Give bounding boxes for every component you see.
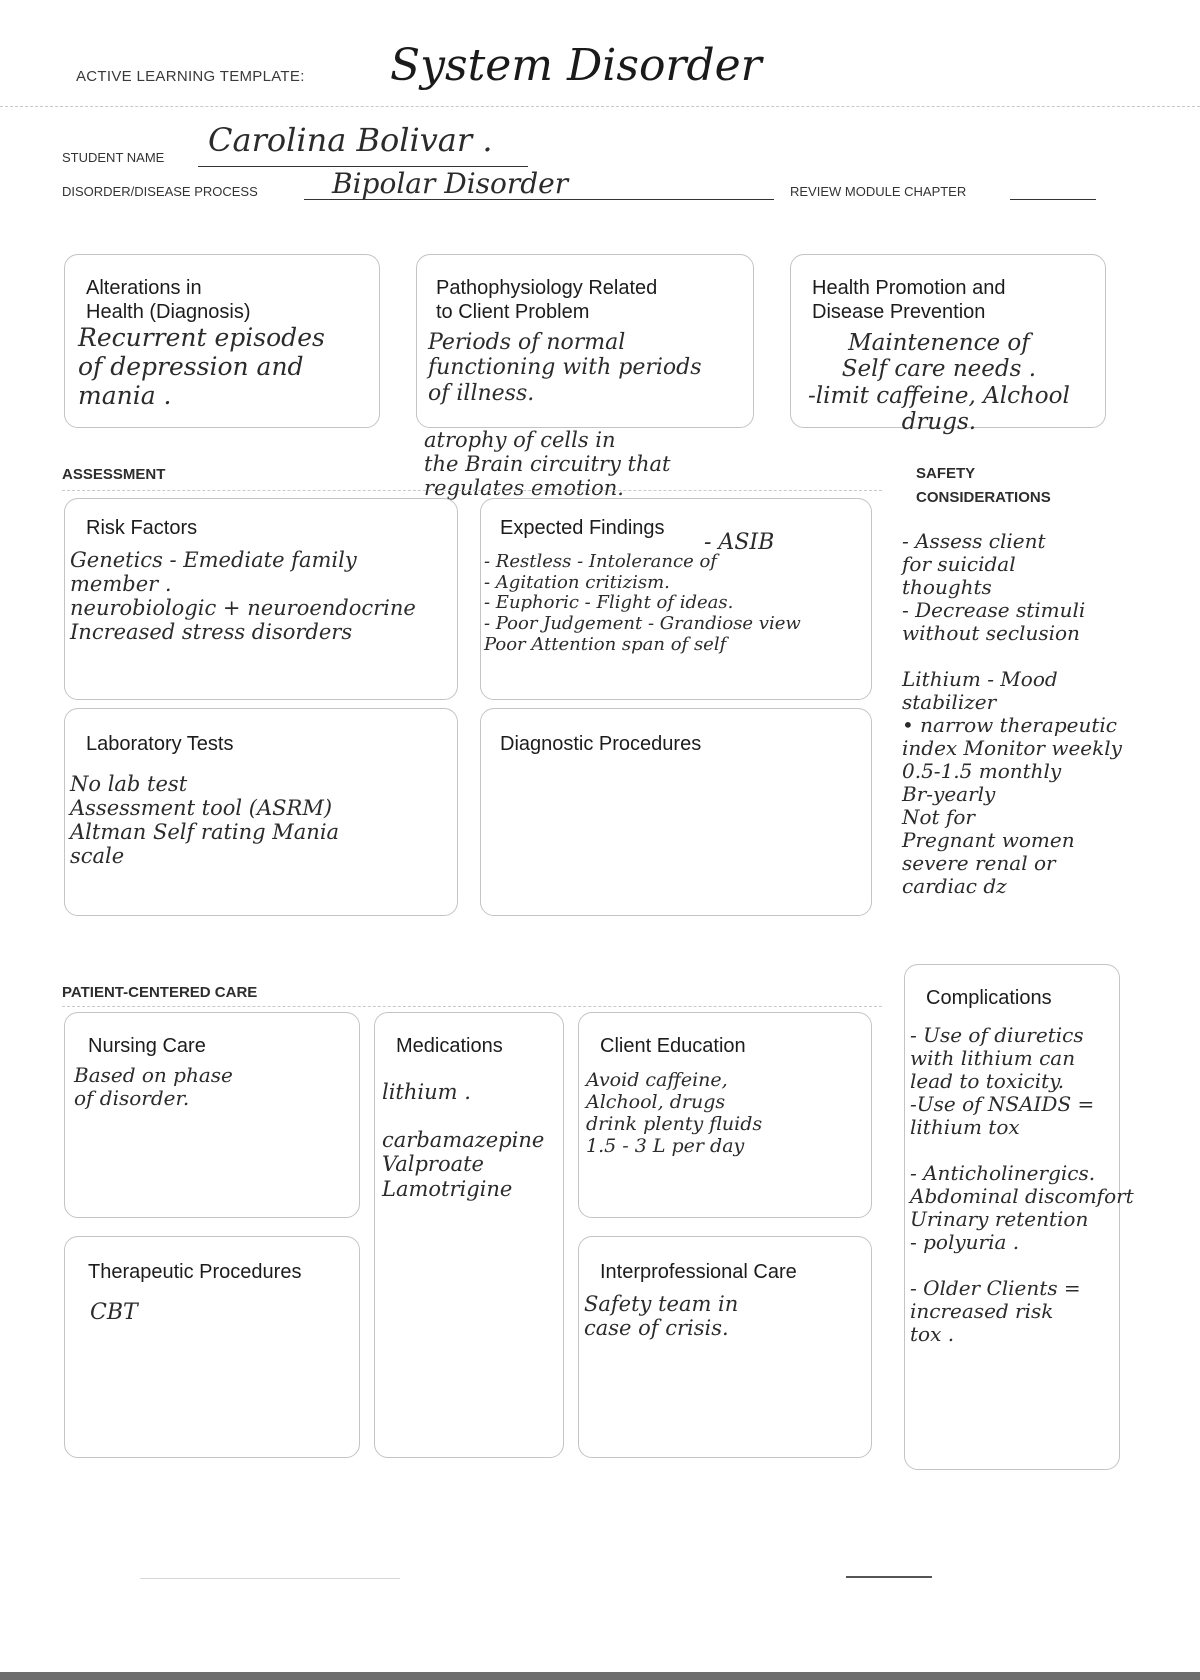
complications-title: Complications	[926, 987, 1052, 1009]
assessment-divider	[62, 490, 882, 491]
safety-notes[interactable]: - Assess client for suicidal thoughts - Decrease stimuli without seclusion Lithium - Mood stabilizer • narrow therapeutic index Monitor weekly 0.5-1.5 monthly Br-yearly Not for Pregnant women severe renal or cardiac dz	[902, 529, 1122, 898]
pathophysiology-title: Pathophysiology Related to Client Problem	[436, 277, 658, 323]
review-module-line	[1010, 199, 1096, 200]
review-module-label: REVIEW MODULE CHAPTER	[790, 184, 967, 199]
client-education-title: Client Education	[600, 1035, 746, 1057]
medications-title: Medications	[396, 1035, 503, 1057]
medications-box	[374, 1012, 564, 1458]
expected-findings-notes[interactable]: - Restless - Intolerance of - Agitation critizism. - Euphoric - Flight of ideas. - Poor Judgement - Grandiose view Poor Attention span of self	[484, 551, 801, 655]
disorder-value[interactable]: Bipolar Disorder	[332, 167, 569, 200]
interprofessional-care-title: Interprofessional Care	[600, 1261, 797, 1283]
patient-care-divider	[62, 1006, 882, 1007]
pathophysiology-extra-notes[interactable]: atrophy of cells in the Brain circuitry that regulates emotion.	[424, 428, 671, 501]
therapeutic-procedures-title: Therapeutic Procedures	[88, 1261, 302, 1283]
expected-findings-label-extra[interactable]: - ASIB	[704, 530, 775, 555]
bottom-divider-right	[846, 1576, 932, 1578]
student-name-value[interactable]: Carolina Bolivar .	[208, 121, 493, 159]
nursing-care-notes[interactable]: Based on phase of disorder.	[74, 1063, 233, 1110]
safety-section-label: SAFETY CONSIDERATIONS	[916, 465, 1051, 506]
risk-factors-notes[interactable]: Genetics - Emediate family member . neurobiologic + neuroendocrine Increased stress disorders	[70, 548, 416, 645]
laboratory-tests-title: Laboratory Tests	[86, 733, 234, 755]
template-label: ACTIVE LEARNING TEMPLATE:	[76, 68, 305, 85]
bottom-divider-left	[140, 1578, 400, 1579]
medications-notes[interactable]: lithium . carbamazepine Valproate Lamotrigine	[382, 1080, 545, 1201]
pathophysiology-notes[interactable]: Periods of normal functioning with periods of illness.	[428, 330, 702, 406]
risk-factors-title: Risk Factors	[86, 517, 198, 539]
diagnostic-procedures-title: Diagnostic Procedures	[500, 733, 702, 755]
alterations-title: Alterations in Health (Diagnosis)	[86, 277, 251, 323]
page-title: System Disorder	[390, 40, 762, 91]
page-bottom-bar	[0, 1672, 1200, 1680]
header-divider	[0, 106, 1200, 107]
nursing-care-title: Nursing Care	[88, 1035, 206, 1057]
complications-notes[interactable]: - Use of diuretics with lithium can lead to toxicity. -Use of NSAIDS = lithium tox - Anticholinergics. Abdominal discomfort Urinary retention - polyuria . - Older Clients = increased risk tox .	[910, 1023, 1134, 1346]
patient-care-section-label: PATIENT-CENTERED CARE	[62, 984, 258, 1001]
health-promotion-title: Health Promotion and Disease Prevention	[812, 277, 1006, 323]
client-education-notes[interactable]: Avoid caffeine, Alchool, drugs drink plenty fluids 1.5 - 3 L per day	[586, 1069, 763, 1157]
interprofessional-care-notes[interactable]: Safety team in case of crisis.	[584, 1292, 739, 1341]
health-promotion-notes[interactable]: Maintenence of Self care needs . -limit caffeine, Alchool drugs.	[808, 330, 1070, 436]
laboratory-tests-notes[interactable]: No lab test Assessment tool (ASRM) Altman Self rating Mania scale	[70, 772, 340, 869]
disorder-label: DISORDER/DISEASE PROCESS	[62, 184, 258, 199]
student-name-label: STUDENT NAME	[62, 150, 165, 165]
therapeutic-procedures-notes[interactable]: CBT	[90, 1300, 138, 1325]
expected-findings-title: Expected Findings	[500, 517, 665, 539]
assessment-section-label: ASSESSMENT	[62, 466, 166, 483]
alterations-notes[interactable]: Recurrent episodes of depression and mania .	[78, 323, 325, 410]
